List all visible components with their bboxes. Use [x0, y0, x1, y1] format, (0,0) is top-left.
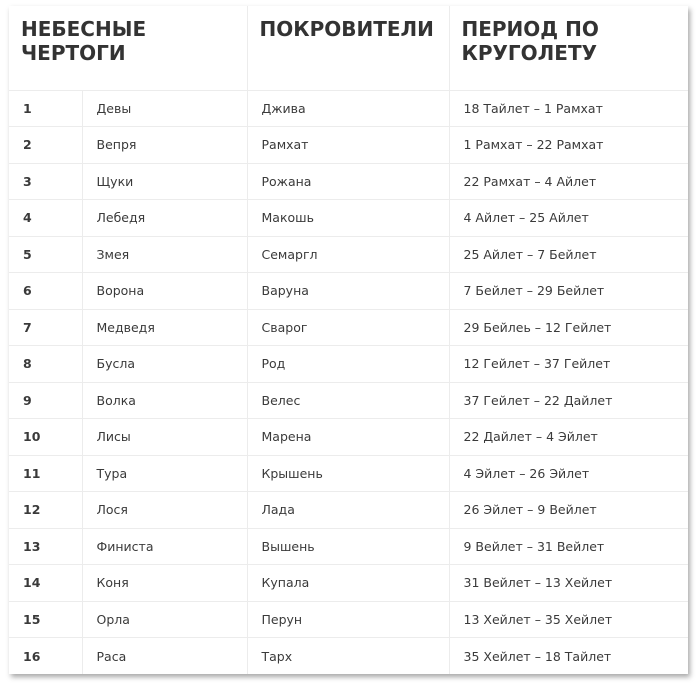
row-number: 14	[9, 565, 82, 602]
period-cell: 37 Гейлет – 22 Дайлет	[449, 382, 688, 419]
table-row	[9, 127, 688, 164]
halls-table	[9, 6, 688, 674]
hall-name-cell: Медведя	[82, 309, 247, 346]
table-body	[9, 90, 688, 674]
header-period: ПЕРИОД ПО КРУГОЛЕТУ	[449, 6, 688, 90]
patron-cell: Варуна	[247, 273, 449, 310]
table-row	[9, 236, 688, 273]
hall-name-cell: Девы	[82, 90, 247, 127]
row-number: 16	[9, 638, 82, 675]
hall-name-cell: Змея	[82, 236, 247, 273]
period-cell: 9 Вейлет – 31 Вейлет	[449, 528, 688, 565]
row-number: 11	[9, 455, 82, 492]
patron-cell: Семаргл	[247, 236, 449, 273]
period-cell: 26 Эйлет – 9 Вейлет	[449, 492, 688, 529]
period-cell: 13 Хейлет – 35 Хейлет	[449, 601, 688, 638]
row-number: 10	[9, 419, 82, 456]
row-number: 5	[9, 236, 82, 273]
table-row	[9, 419, 688, 456]
table-header	[9, 6, 688, 90]
table-row	[9, 346, 688, 383]
row-number: 15	[9, 601, 82, 638]
patron-cell: Тарх	[247, 638, 449, 675]
table-row	[9, 492, 688, 529]
period-cell: 1 Рамхат – 22 Рамхат	[449, 127, 688, 164]
hall-name-cell: Бусла	[82, 346, 247, 383]
table-row	[9, 601, 688, 638]
table-row	[9, 163, 688, 200]
hall-name-cell: Лисы	[82, 419, 247, 456]
patron-cell: Макошь	[247, 200, 449, 237]
row-number: 6	[9, 273, 82, 310]
row-number: 9	[9, 382, 82, 419]
hall-name-cell: Коня	[82, 565, 247, 602]
table-row	[9, 200, 688, 237]
hall-name-cell: Орла	[82, 601, 247, 638]
period-cell: 35 Хейлет – 18 Тайлет	[463, 648, 612, 664]
row-number: 3	[9, 163, 82, 200]
patron-cell: Джива	[247, 90, 449, 127]
period-cell: 31 Вейлет – 13 Хейлет	[449, 565, 688, 602]
period-cell: 18 Тайлет – 1 Рамхат	[449, 90, 688, 127]
hall-name-cell: Вепря	[82, 127, 247, 164]
period-cell: 22 Дайлет – 4 Эйлет	[449, 419, 688, 456]
table-row	[9, 565, 688, 602]
hall-name-cell: Щуки	[82, 163, 247, 200]
patron-cell: Велес	[247, 382, 449, 419]
patron-cell: Перун	[247, 601, 449, 638]
patron-cell: Род	[247, 346, 449, 383]
period-cell: 12 Гейлет – 37 Гейлет	[449, 346, 688, 383]
table-row	[9, 309, 688, 346]
row-number: 12	[9, 492, 82, 529]
period-cell: 25 Айлет – 7 Бейлет	[449, 236, 688, 273]
patron-cell: Вышень	[247, 528, 449, 565]
table-row	[9, 90, 688, 127]
row-number: 2	[9, 127, 82, 164]
header-halls: НЕБЕСНЫЕ ЧЕРТОГИ	[9, 6, 247, 90]
hall-name-cell: Волка	[82, 382, 247, 419]
patron-cell: Сварог	[247, 309, 449, 346]
period-cell: 22 Рамхат – 4 Айлет	[449, 163, 688, 200]
table-row	[9, 638, 688, 675]
period-cell: 4 Айлет – 25 Айлет	[449, 200, 688, 237]
hall-name-cell: Тура	[82, 455, 247, 492]
period-cell: 29 Бейлеь – 12 Гейлет	[449, 309, 688, 346]
row-number: 4	[9, 200, 82, 237]
table-row	[9, 273, 688, 310]
row-number: 7	[9, 309, 82, 346]
table-row	[9, 455, 688, 492]
table-row	[9, 528, 688, 565]
hall-name-cell: Ворона	[82, 273, 247, 310]
hall-name-cell: Финиста	[82, 528, 247, 565]
period-cell: 4 Эйлет – 26 Эйлет	[449, 455, 688, 492]
header-patrons: ПОКРОВИТЕЛИ	[247, 6, 449, 90]
header-row	[9, 6, 688, 90]
patron-cell: Купала	[247, 565, 449, 602]
row-number: 13	[9, 528, 82, 565]
table-card	[9, 6, 688, 674]
row-number: 8	[9, 346, 82, 383]
patron-cell: Крышень	[247, 455, 449, 492]
patron-cell: Марена	[247, 419, 449, 456]
patron-cell: Рамхат	[247, 127, 449, 164]
hall-name-cell: Лося	[82, 492, 247, 529]
hall-name-cell: Лебедя	[82, 200, 247, 237]
patron-cell: Рожана	[247, 163, 449, 200]
row-number: 1	[9, 90, 82, 127]
table-row	[9, 382, 688, 419]
period-cell: 7 Бейлет – 29 Бейлет	[449, 273, 688, 310]
hall-name-cell: Раса	[82, 638, 247, 675]
patron-cell: Лада	[247, 492, 449, 529]
